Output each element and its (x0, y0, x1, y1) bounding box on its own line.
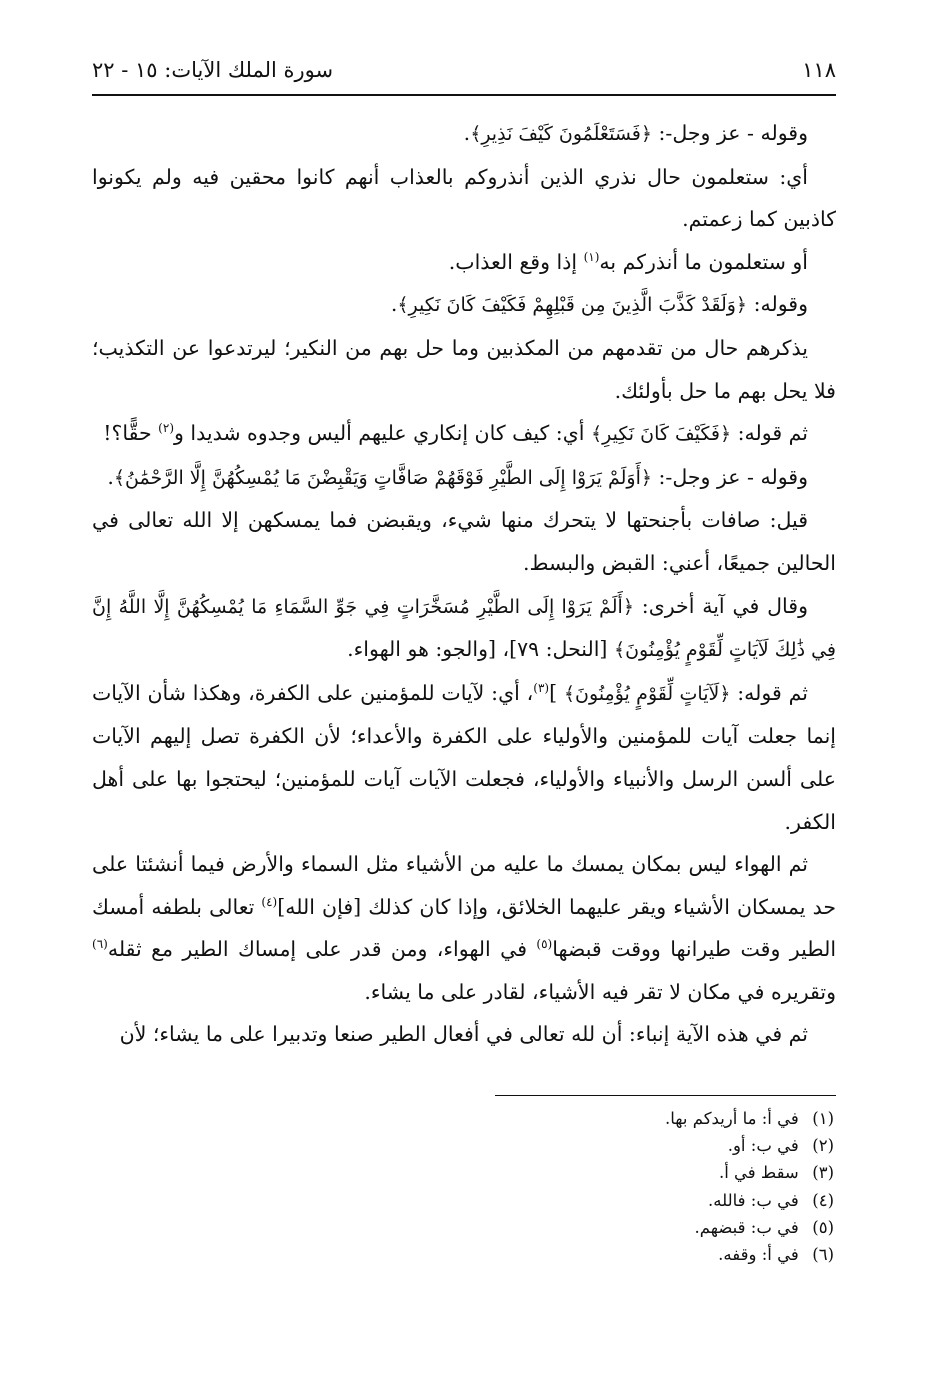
text: حقًّا؟! (103, 421, 159, 446)
footnote-number: (٤) (812, 1190, 834, 1210)
page-header (92, 52, 836, 88)
footnote-text: سقط في أ. (718, 1163, 799, 1183)
footnotes (434, 1105, 834, 1268)
text: . (463, 121, 471, 145)
paragraph-10 (92, 672, 836, 843)
paragraph-5: يذكرهم حال من تقدمهم من المكذبين وما حل بهم من النكير؛ ليرتدعوا عن التكذيب؛ فلا يحل بهم ما حل بأولئك. (92, 335, 836, 403)
text: [النحل: ٧٩]، [والجو: هو الهواء. (347, 637, 614, 662)
footnote-text: في ب: أو. (727, 1136, 799, 1156)
quran-verse: ﴿أَلَمْ يَرَوْا إِلَى الطَّيْرِ مُسَخَّرَاتٍ فِي جَوِّ السَّمَاءِ مَا يُمْسِكُهُنَّ إِلَّا اللَّهُ إِنَّ فِي ذَٰلِكَ لَآيَاتٍ لِّقَوْمٍ يُؤْمِنُونَ﴾ (92, 595, 836, 662)
footnote-ref-5: (٥) (536, 937, 553, 952)
text: أي: كيف كان إنكاري عليهم أليس وجدوه شديدا و (174, 421, 591, 446)
quran-verse: ﴿فَسَتَعْلَمُونَ كَيْفَ نَذِيرِ﴾ (470, 123, 652, 145)
footnote-ref-6: (٦) (92, 937, 108, 952)
paragraph-11 (92, 843, 836, 1013)
footnote-number: (٣) (812, 1163, 834, 1183)
running-title: سورة الملك الآيات: ١٥ - ٢٢ (92, 58, 334, 82)
footnote-ref-2: (٢) (158, 421, 174, 436)
page-number: ١١٨ (802, 58, 836, 82)
text: ، أي: لآيات للمؤمنين على الكفرة، وهكذا شأن الآيات إنما جعلت آيات للمؤمنين والأولياء على الكفرة والأعداء؛ لأن الكفرة تصل إليهم الآيات على ألسن الرسل والأنبياء والأولياء، فجعلت الآيات آيات للمؤمنين؛ ليحتجوا بها على أهل الكفر. (92, 680, 836, 834)
text: ثم الهواء ليس بمكان يمسك ما عليه من الأشياء مثل السماء والأرض فيما أنشئتا على حد يمسكان الأشياء ويقر عليهما الخلائق، وإذا كان كذلك [فإن الله] (92, 852, 836, 919)
paragraph-9 (92, 585, 836, 672)
text: وتقريره في مكان لا تقر فيه الأشياء، لقادر على ما يشاء. (364, 979, 836, 1004)
footnote-1 (434, 1105, 834, 1132)
quran-verse: ﴿لَآيَاتٍ لِّقَوْمٍ يُؤْمِنُونَ﴾ (563, 682, 731, 705)
text: وقال في آية أخرى: (633, 593, 808, 618)
footnote-5 (434, 1214, 834, 1241)
text: أو ستعلمون ما أنذركم به (599, 249, 808, 274)
quran-verse: ﴿أَوَلَمْ يَرَوْا إِلَى الطَّيْرِ فَوْقَهُمْ صَافَّاتٍ وَيَقْبِضْنَ مَا يُمْسِكُهُنَّ إِلَّا الرَّحْمَٰنُ﴾ (113, 466, 652, 489)
text: . (390, 292, 398, 317)
paragraph-12: ثم في هذه الآية إنباء: أن لله تعالى في أفعال الطير صنعا وتدبيرا على ما يشاء؛ لأن (119, 1022, 808, 1047)
text: ] (549, 680, 564, 705)
footnote-divider (495, 1095, 836, 1096)
text: إذا وقع العذاب. (448, 249, 584, 274)
text: . (107, 464, 114, 489)
footnote-ref-3: (٣) (533, 680, 550, 695)
paragraph-7 (92, 456, 836, 500)
footnote-2 (434, 1132, 834, 1159)
paragraph-8: قيل: صافات بأجنحتها لا يتحرك منها شيء، ويقبضن فما يمسكهن إلا الله تعالى في الحالين جميعًا، أعني: القبض والبسط. (92, 508, 836, 575)
text: ثم قوله: (730, 680, 808, 705)
footnote-text: في ب: قبضهم. (694, 1217, 799, 1237)
footnote-ref-4: (٤) (261, 894, 278, 909)
footnote-text: في أ: وقفه. (718, 1245, 799, 1265)
paragraph-3 (92, 241, 836, 284)
main-text (92, 112, 836, 1056)
text: وقوله - عز وجل-: (652, 121, 808, 145)
text: تعالى بلطفه أمسك الطير وقت طيرانها ووقت قبضها (92, 894, 837, 962)
footnote-number: (٥) (812, 1217, 834, 1237)
quran-verse: ﴿فَكَيْفَ كَانَ نَكِيرِ﴾ (590, 423, 732, 446)
footnote-ref-1: (١) (583, 249, 600, 264)
paragraph-4 (92, 283, 836, 327)
footnote-number: (١) (812, 1109, 834, 1128)
paragraph-6 (92, 412, 836, 456)
footnote-number: (٢) (812, 1136, 834, 1156)
footnote-text: في ب: فالله. (708, 1190, 799, 1210)
paragraph-2: أي: ستعلمون حال نذري الذين أنذروكم بالعذاب أنهم كانوا محقين فيه ولم يكونوا كاذبين كما زعمتم. (92, 164, 836, 232)
footnote-6 (434, 1241, 834, 1268)
footnote-number: (٦) (812, 1245, 834, 1265)
text: وقوله - عز وجل-: (652, 464, 808, 489)
quran-verse: ﴿وَلَقَدْ كَذَّبَ الَّذِينَ مِن قَبْلِهِمْ فَكَيْفَ كَانَ نَكِيرِ﴾ (397, 294, 748, 317)
text: ثم قوله: (731, 421, 808, 446)
text: وقوله: (747, 292, 808, 317)
footnote-3 (434, 1159, 834, 1186)
footnote-text: في أ: ما أريدكم بها. (665, 1109, 799, 1128)
text: في الهواء، ومن قدر على إمساك الطير مع ثقله (107, 937, 537, 962)
paragraph-1 (92, 112, 836, 156)
footnote-4 (434, 1187, 834, 1214)
header-divider (92, 94, 836, 96)
